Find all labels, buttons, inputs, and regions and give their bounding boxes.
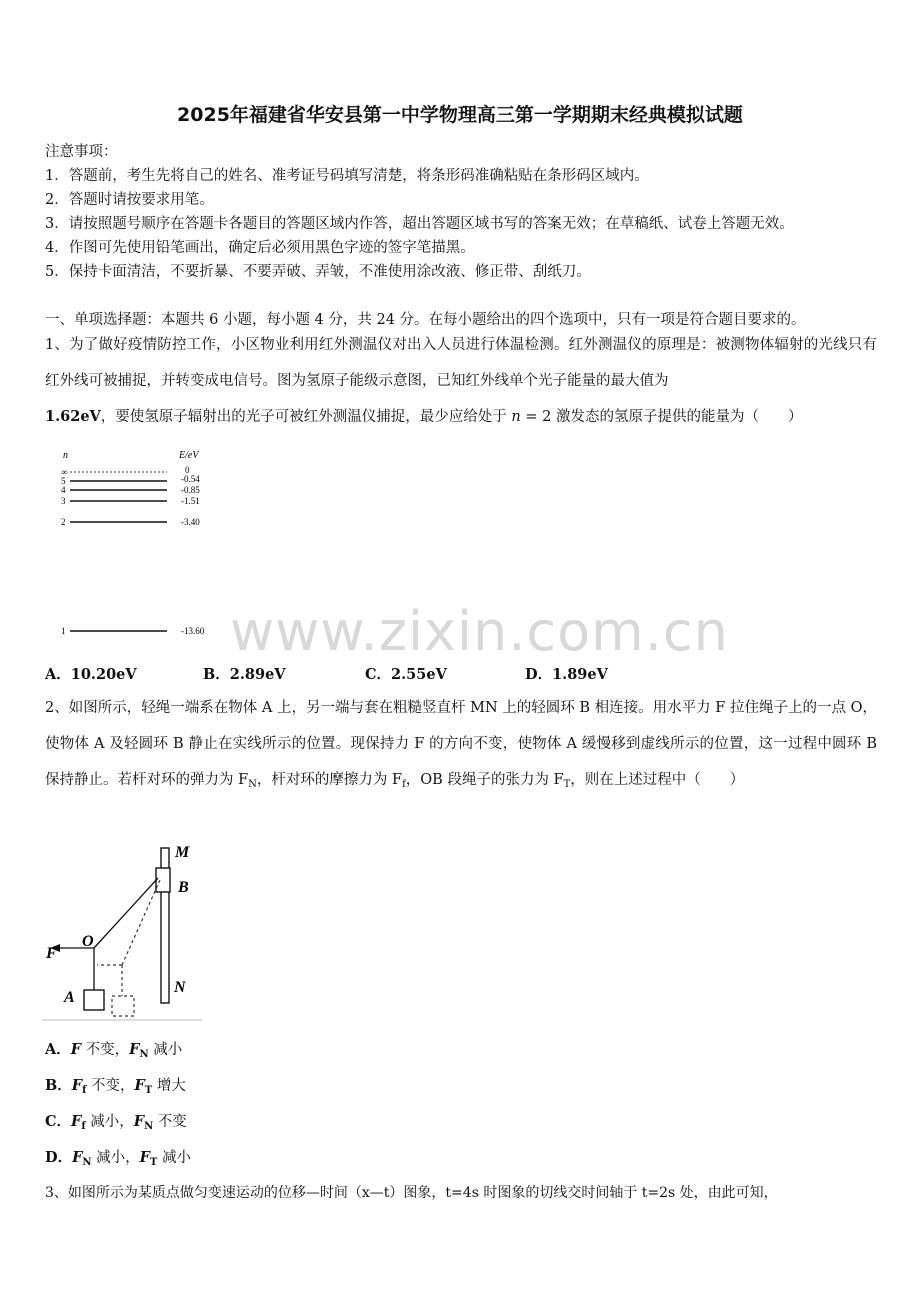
option-symbol: F (133, 1113, 145, 1130)
option-symbol: F (134, 1077, 145, 1094)
option-subscript: N (139, 1049, 149, 1060)
option-symbol: F (139, 1149, 150, 1166)
ring-b (156, 868, 170, 892)
option-text: 减小， (85, 1114, 134, 1130)
option-text: 减小 (157, 1150, 191, 1166)
label-a: A (64, 989, 75, 1006)
q2-option-a[interactable] (45, 1038, 182, 1060)
option-letter: D． (45, 1149, 73, 1166)
q2-option-b[interactable] (45, 1074, 186, 1096)
notice-item: 5．保持卡面清洁，不要折暴、不要弄破、弄皱，不准使用涂改液、修正带、刮纸刀。 (45, 264, 591, 280)
level-n: 1 (61, 626, 66, 636)
q2-option-d[interactable] (45, 1146, 191, 1168)
n-variable: n (511, 409, 521, 425)
level-e: 0 (185, 465, 190, 475)
option-subscript: T (149, 1157, 158, 1168)
question-2-text-c: ，OB 段绳子的张力为 F (405, 772, 564, 788)
option-text: 不变， (86, 1078, 135, 1094)
option-c[interactable]: C．2.55eV (365, 666, 447, 683)
option-a[interactable]: A．10.20eV (45, 666, 137, 683)
level-n: 4 (61, 485, 66, 495)
q2-option-c[interactable] (45, 1110, 187, 1132)
level-e: -13.60 (181, 626, 205, 636)
option-subscript: f (82, 1085, 87, 1096)
notice-item: 4．作图可先使用铅笔画出，确定后必须用黑色字迹的签字笔描黑。 (45, 240, 475, 256)
question-3-stem: 3、如图所示为某质点做匀变速运动的位移—时间（x—t）图象，t=4s 时图象的切线交时间轴于 t=2s 处，由此可知， (45, 1185, 778, 1201)
label-o: O (82, 933, 94, 950)
rope-ob (94, 878, 158, 948)
level-e: -1.51 (181, 496, 200, 506)
dashed-rope-ob (122, 880, 160, 965)
level-n: 3 (61, 496, 66, 506)
option-subscript: N (82, 1157, 92, 1168)
option-symbol: F (71, 1077, 83, 1094)
option-symbol: F (129, 1041, 140, 1058)
question-2-text-b: ，杆对环的摩擦力为 F (256, 772, 403, 788)
option-symbol: F (72, 1149, 83, 1166)
question-1-stem (45, 327, 877, 435)
label-m: M (175, 844, 190, 861)
option-b[interactable]: B．2.89eV (203, 666, 286, 683)
notice-item: 1．答题前，考生先将自己的姓名、准考证号码填写清楚，将条形码准确粘贴在条形码区域内。 (45, 168, 649, 184)
block-a (84, 990, 104, 1010)
page-title: 2025年福建省华安县第一中学物理高三第一学期期末经典模拟试题 (177, 104, 743, 126)
rope-ring-diagram (42, 840, 207, 1025)
notice-item: 3．请按照题号顺序在答题卡各题目的答题区域内作答，超出答题区域书写的答案无效；在草稿纸、试卷上答题无效。 (45, 216, 794, 232)
question-1-text-c: = 2 激发态的氢原子提供的能量为（ ） (520, 409, 803, 425)
level-n: 2 (61, 517, 66, 527)
energy-level-diagram (55, 448, 235, 643)
watermark: www.zixin.com.cn (230, 600, 729, 663)
energy-axis-label: E/eV (179, 450, 199, 461)
level-e: -0.54 (181, 474, 200, 484)
subscript-f: f (402, 779, 406, 790)
level-e: -3.40 (181, 517, 200, 527)
level-e: -0.85 (181, 485, 200, 495)
option-letter: B． (45, 1077, 72, 1094)
option-text: 减小 (148, 1042, 183, 1058)
option-text: 增大 (152, 1078, 186, 1094)
n-axis-label: n (63, 450, 68, 461)
question-1-text: 1、为了做好疫情防控工作，小区物业利用红外测温仪对出入人员进行体温检测。红外测温仪的原理是：被测物体辐射的光线只有红外线可被捕捉，并转变成电信号。图为氢原子能级示意图，已知红外线单个光子能量的最大值为 (45, 337, 877, 389)
question-2-text: 2、如图所示，轻绳一端系在物体 A 上，另一端与套在粗糙竖直杆 MN 上的轻圆环 B 相连接。用水平力 F 拉住绳子上的一点 O，使物体 A 及轻圆环 B 静止在实线所示的位置。现保持力 F 的方向不变，使物体 A 缓慢移到虚线所示的位置，这一过程中圆环 B 保持静止。若杆对环的弹力为 F (45, 700, 877, 788)
label-f: F (46, 945, 57, 962)
option-text: 减小， (91, 1150, 140, 1166)
option-letter: A． (45, 1041, 71, 1058)
dashed-block-a (112, 996, 134, 1016)
level-n: 5 (61, 476, 66, 486)
question-2-stem (45, 690, 877, 803)
option-subscript: T (144, 1085, 153, 1096)
notice-item: 2．答题时请按要求用笔。 (45, 192, 214, 208)
option-text: 不变 (153, 1114, 187, 1130)
option-symbol: F (71, 1113, 82, 1130)
subscript-n: N (248, 779, 257, 790)
level-n: ∞ (61, 467, 68, 477)
question-2-text-d: ，则在上述过程中（ ） (570, 772, 745, 788)
label-n: N (174, 979, 186, 996)
option-subscript: f (81, 1121, 86, 1132)
option-text: 不变， (81, 1042, 130, 1058)
option-subscript: N (144, 1121, 154, 1132)
option-symbol: F (70, 1041, 82, 1058)
photon-energy-max: 1.62eV (45, 408, 101, 425)
notice-heading: 注意事项： (45, 144, 118, 160)
section-heading: 一、单项选择题：本题共 6 小题，每小题 4 分，共 24 分。在每小题给出的四个选项中，只有一项是符合题目要求的。 (45, 312, 806, 328)
option-letter: C． (45, 1113, 72, 1130)
question-1-text-b: ，要使氢原子辐射出的光子可被红外测温仪捕捉，最少应给处于 (100, 409, 512, 425)
subscript-t: T (563, 779, 571, 790)
option-d[interactable]: D．1.89eV (525, 666, 608, 683)
label-b: B (178, 879, 189, 896)
